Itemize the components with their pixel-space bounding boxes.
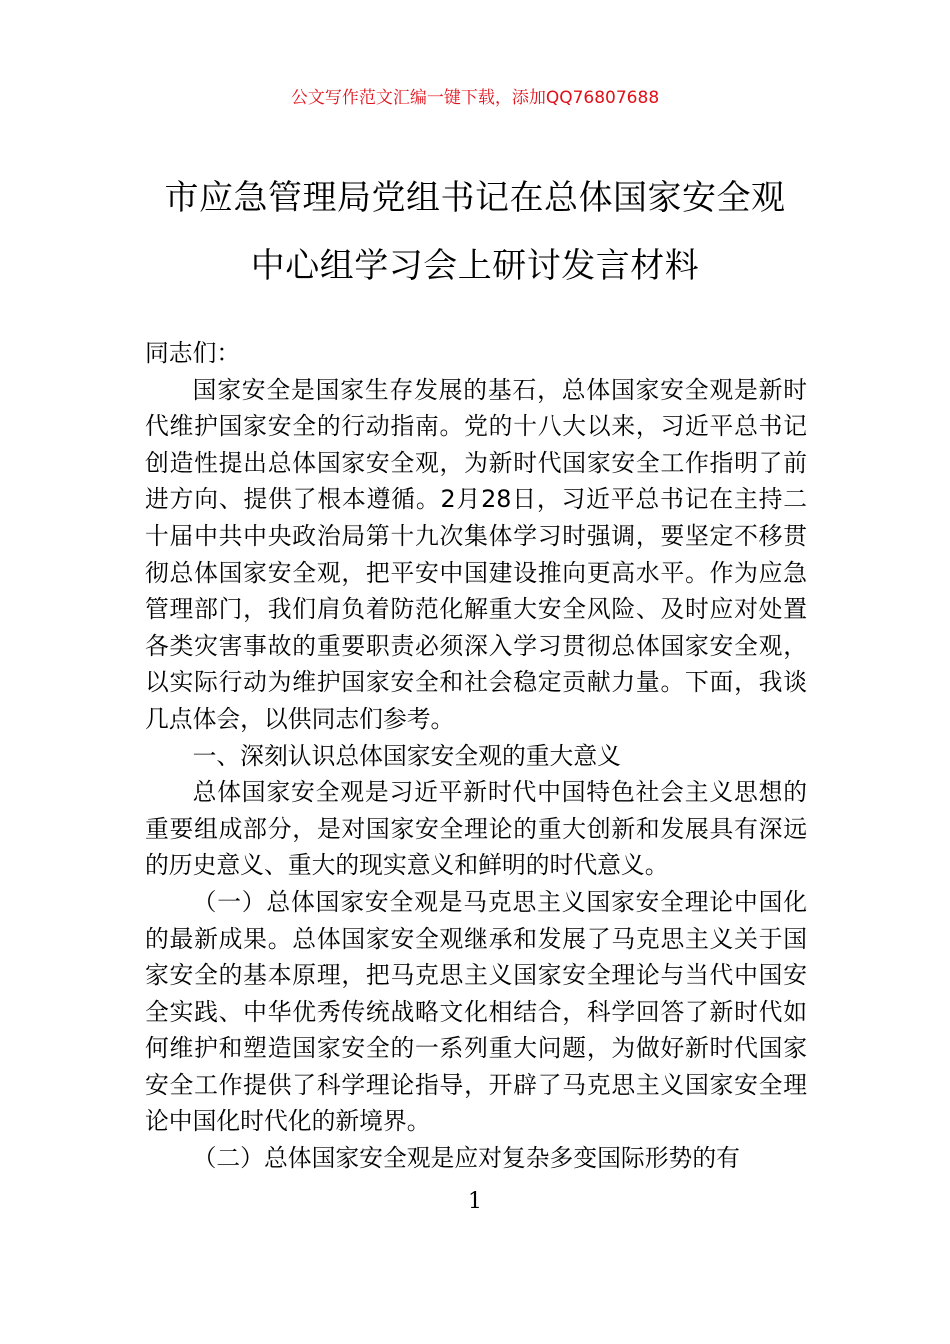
document-title-line-1: 市应急管理局党组书记在总体国家安全观 — [164, 178, 786, 218]
download-note: 公文写作范文汇编一键下载，添加QQ76807688 — [290, 88, 660, 108]
section-heading-1: 一、深刻认识总体国家安全观的重大意义 — [192, 741, 621, 770]
paragraph-intro: 国家安全是国家生存发展的基石，总体国家安全观是新时代维护国家安全的行动指南。党的十八大以来，习近平总书记创造性提出总体国家安全观，为新时代国家安全工作指明了前进方向、提供了根本遵循。2月28日，习近平总书记在主持二十届中共中央政治局第十九次集体学习时强调，要坚定不移贯彻总体国家安全观，把平安中国建设推向更高水平。作为应急管理部门，我们肩负着防范化解重大安全风险、及时应对处置各类灾害事故的重要职责必须深入学习贯彻总体国家安全观，以实际行动为维护国家安全和社会稳定贡献力量。下面，我谈几点体会，以供同志们参考。 — [145, 375, 807, 733]
paragraph-point-2: （二）总体国家安全观是应对复杂多变国际形势的有 — [192, 1144, 740, 1173]
paragraph-point-1: （一）总体国家安全观是马克思主义国家安全理论中国化的最新成果。总体国家安全观继承和发展了马克思主义关于国家安全的基本原理，把马克思主义国家安全理论与当代中国安全实践、中华优秀传统战略文化相结合，科学回答了新时代如何维护和塑造国家安全的一系列重大问题，为做好新时代国家安全工作提供了科学理论指导，开辟了马克思主义国家安全理论中国化时代化的新境界。 — [145, 887, 807, 1136]
salutation: 同志们： — [145, 339, 241, 367]
document-title-line-2: 中心组学习会上研讨发言材料 — [250, 246, 700, 286]
document-body — [145, 335, 807, 1177]
page-number: 1 — [468, 1189, 482, 1214]
paragraph-significance: 总体国家安全观是习近平新时代中国特色社会主义思想的重要组成部分，是对国家安全理论的重大创新和发展具有深远的历史意义、重大的现实意义和鲜明的时代意义。 — [145, 778, 807, 880]
